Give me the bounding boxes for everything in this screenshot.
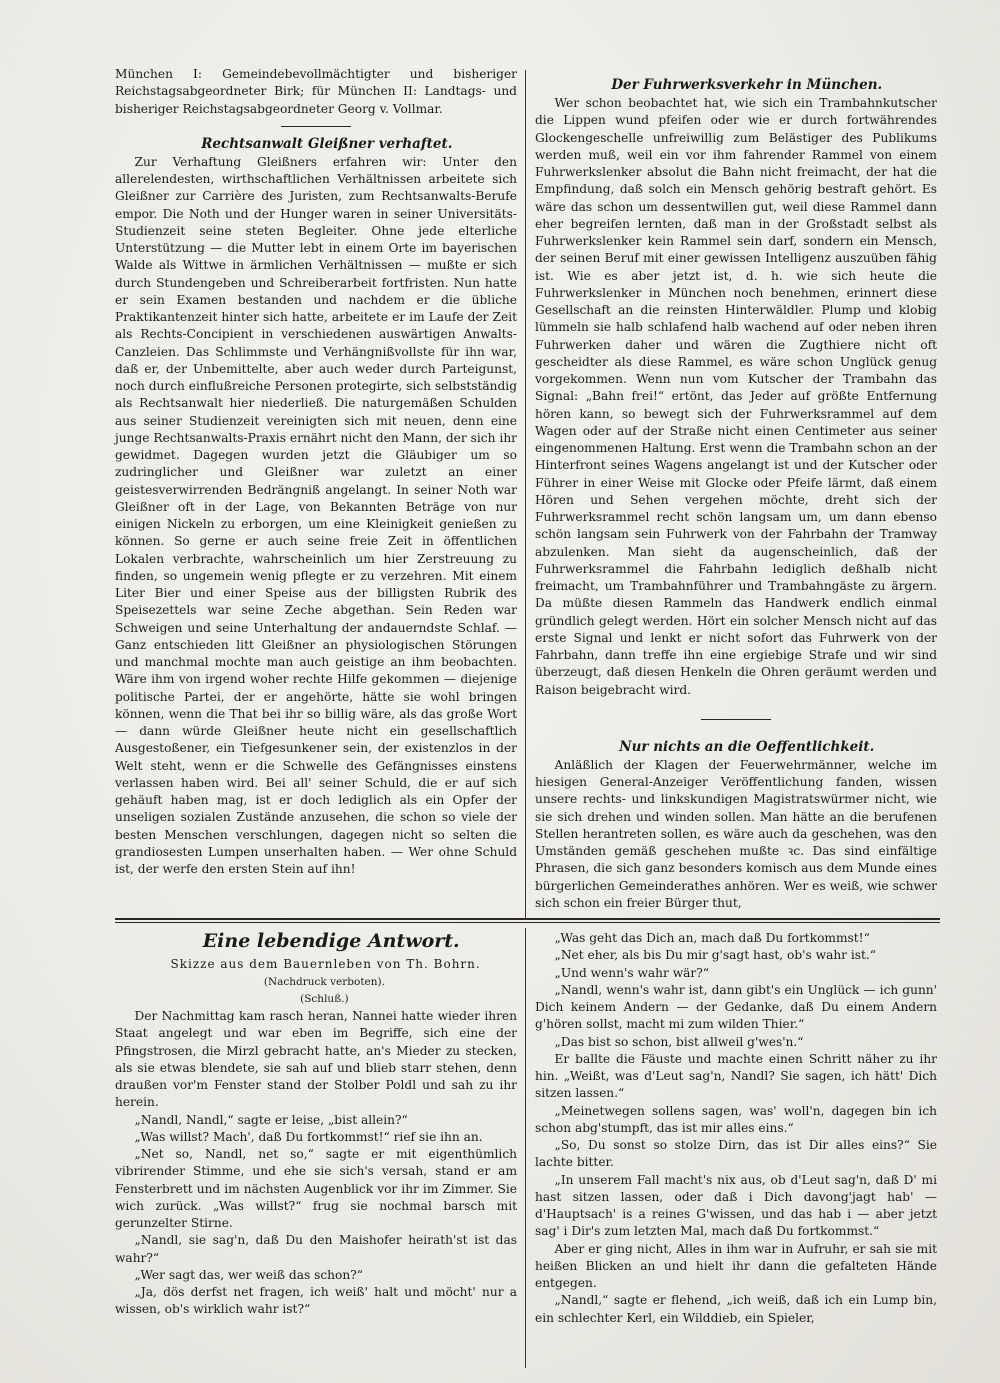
- separator-rule: [281, 126, 351, 127]
- column-divider: [525, 70, 526, 920]
- election-intro: München I: Gemeindebevollmächtigter und bisheriger Reichstagsabgeordneter Birk; für München II: Landtags- und bisheriger Reichstagsabgeordneter Georg v. Vollmar.: [115, 67, 517, 116]
- paragraph: Aber er ging nicht, Alles in ihm war in Aufruhr, er sah sie mit heißen Blicken an und hielt ihr dann die gefalteten Hände entgegen.: [535, 1241, 937, 1290]
- paragraph: „Nandl,“ sagte er flehend, „ich weiß, daß ich ein Lump bin, ein schlechter Kerl, ein Wilddieb, ein Spieler,: [535, 1293, 937, 1325]
- feuilleton-rule: [115, 918, 940, 920]
- article-body-fuhrwerk: Wer schon beobachtet hat, wie sich ein Trambahnkutscher die Lippen wund pfeifen oder wie er durch fortwährendes Glockengeschelle unfreiwillig zum Belästiger des Publikums werden muß, weil ein vor ihm fahrender Rammel von einem Fuhrwerkslenker absolut die Bahn nicht freimacht, der hat die Empfindung, daß solch ein Mensch gehörig bestraft gehört. Es wäre das schon um dessentwillen gut, weil diese Rammel dann eher begreifen lernten, daß man in der Großstadt selbst als Fuhrwerkslenker kein Rammel sein darf, sondern ein Mensch, der seinen Beruf mit einer gewissen Intelligenz auszuüben fähig ist. Wie es aber jetzt ist, d. h. wie sich heute die Fuhrwerkslenker in München noch benehmen, erinnert diese Gesellschaft an die reinsten Hinterwäldler. Plump und klobig lümmeln sie halb schlafend halb wachend auf oder neben ihren Fuhrwerken daher und wären die Zugthiere nicht oft gescheidter als diese Rammel, es wäre schon Unglück genug vorgekommen. Wenn nun vom Kutscher der Trambahn das Signal: „Bahn frei!“ ertönt, das Jeder auf größte Entfernung hören kann, so bewegt sich der Fuhrwerksrammel auf dem Wagen oder auf der Straße nicht einen Centimeter aus seiner eingenommenen Haltung. Erst wenn die Trambahn schon an der Hinterfront seines Wagens angelangt ist und der Kutscher oder Führer in einer Weise mit Glocke oder Pfeife lärmt, daß einem Hören und Sehen vergehen möchte, dreht sich der Fuhrwerksrammel recht schön langsam um, um dann ebenso schön langsam sein Fuhrwerk von der Fahrbahn der Tramway abzulenken. Man sieht da augenscheinlich, daß der Fuhrwerksrammel die Fahrbahn lediglich deßhalb nicht freimacht, um Trambahnführer und Trambahngäste zu ärgern. Da müßte diesen Rammeln das Handwerk endlich einmal gründlich gelegt werden. Hört ein solcher Mensch nicht auf das erste Signal und lenkt er nicht sofort das Fuhrwerk von der Fahrbahn, dann treffe ihn eine ergiebige Strafe und wir sind überzeugt, daß diesen Henkeln die Ohren geräumt werden und Raison beigebracht wird.: [535, 96, 937, 697]
- separator-rule: [701, 719, 771, 720]
- paragraph: Er ballte die Fäuste und machte einen Schritt näher zu ihr hin. „Weißt, was d'Leut sag'n, Nandl? Sie sagen, ich hätt' Dich sitzen lassen.“: [535, 1051, 937, 1101]
- feuilleton-part: (Schluß.): [300, 993, 349, 1005]
- paragraph: „Und wenn's wahr wär?“: [554, 965, 709, 980]
- article-title-fuhrwerk: Der Fuhrwerksverkehr in München.: [611, 77, 883, 93]
- left-column: [115, 66, 517, 878]
- paragraph: „Was geht das Dich an, mach daß Du fortkommst!“: [554, 931, 870, 945]
- article-title-gleissner: Rechtsanwalt Gleißner verhaftet.: [201, 135, 453, 152]
- feuilleton-title: Eine lebendige Antwort.: [202, 930, 460, 952]
- feuilleton-left-text: [115, 1008, 517, 1319]
- paragraph: „Meinetwegen sollens sagen, was' woll'n, dagegen bin ich schon abg'stumpft, das ist mir alles eins.“: [535, 1103, 937, 1135]
- paragraph: „Wer sagt das, wer weiß das schon?“: [134, 1267, 363, 1282]
- paragraph: „So, Du sonst so stolze Dirn, das ist Dir alles eins?“ Sie lachte bitter.: [535, 1138, 937, 1170]
- paragraph: „Nandl, Nandl,“ sagte er leise, „bist allein?“: [134, 1112, 408, 1127]
- feuilleton-left-column: [115, 928, 517, 1319]
- paragraph: „Was willst? Mach', daß Du fortkommst!“ rief sie ihn an.: [134, 1129, 483, 1144]
- feuilleton-subtitle: Skizze aus dem Bauernleben von Th. Bohrn.: [170, 957, 481, 971]
- feuilleton-column-divider: [525, 928, 526, 1368]
- paragraph: Der Nachmittag kam rasch heran, Nannei hatte wieder ihren Staat angelegt und war eben im Begriffe, sich eine der Pfingstrosen, die Mirzl gebracht hatte, an's Mieder zu stecken, als sie etwas blendete, sie sah auf und blieb starr stehen, denn draußen vor'm Fenster stand der Stolber Poldl und sah zu ihr herein.: [115, 1009, 517, 1110]
- paragraph: „Net eher, als bis Du mir g'sagt hast, ob's wahr ist.“: [554, 948, 877, 963]
- right-column: [535, 76, 937, 912]
- article-title-oeffentlichkeit: Nur nichts an die Oeffentlichkeit.: [619, 738, 875, 755]
- paragraph: „Nandl, wenn's wahr ist, dann gibt's ein Unglück — ich gunn' Dich keinem Andern — der Gedanke, daß Du einem Andern g'hören sollst, macht mi zum wilden Thier.“: [535, 982, 937, 1032]
- paragraph: „Nandl, sie sag'n, daß Du den Maishofer heirath'st ist das wahr?“: [115, 1233, 517, 1265]
- paragraph: „Das bist so schon, bist allweil g'wes'n.“: [554, 1034, 804, 1049]
- paragraph: „Ja, dös derfst net fragen, ich weiß' halt und möcht' nur a wissen, ob's wirklich wahr ist?“: [115, 1285, 517, 1317]
- feuilleton-note: (Nachdruck verboten).: [263, 976, 385, 988]
- feuilleton-right-column: [535, 930, 937, 1327]
- article-body-oeffentlichkeit: Anläßlich der Klagen der Feuerwehrmänner, welche im hiesigen General-Anzeiger Veröffentlichung fanden, wissen unsere rechts- und linkskundigen Magistratswürmer nicht, wie sie sich drehen und winden sollen. Man hätte an die berufenen Stellen herantreten sollen, es wäre auch da geschehen, was den Umständen gemäß geschehen mußte ꝛc. Das sind einfältige Phrasen, die sich ganz besonders komisch aus dem Munde eines bürgerlichen Gemeinderathes anhören. Wer es weiß, wie schwer sich schon ein freier Bürger thut,: [535, 757, 937, 910]
- article-body-gleissner: Zur Verhaftung Gleißners erfahren wir: Unter den allerelendesten, wirthschaftlichen Verhältnissen arbeitete sich Gleißner zur Carrière des Juristen, zum Rechtsanwalts-Berufe empor. Die Noth und der Hunger waren in seiner Universitäts-Studienzeit seine steten Begleiter. Ohne jede elterliche Unterstützung — die Mutter lebt in einem Orte im bayerischen Walde als Wittwe in ärmlichen Verhältnissen — mußte er sich durch Stundengeben und Schreiberarbeit fortfristen. Nun hatte er sein Examen bestanden und nachdem er die übliche Praktikantenzeit hinter sich hatte, arbeitete er im Laufe der Zeit als Rechts-Concipient in verschiedenen auswärtigen Anwalts-Canzleien. Das Schlimmste und Verhängnißvollste für ihn war, daß er, der Unbemittelte, aber auch weder durch Parteigunst, noch durch einflußreiche Personen protegirte, sich selbstständig als Rechtsanwalt hier niederließ. Die naturgemäßen Schulden aus seiner Studienzeit vereinigten sich mit neuen, denn eine junge Rechtsanwalts-Praxis ernährt nicht den Mann, der sich ihr gewidmet. Dagegen wurden jetzt die Gläubiger um so zudringlicher und Gleißner war zuletzt an einer geistesverwirrenden Bedrängniß angelangt. In seiner Noth war Gleißner oft in der Lage, von Bekannten Beträge von nur einigen Nickeln zu erborgen, um eine Kleinigkeit genießen zu können. So gerne er auch seine freie Zeit in öffentlichen Lokalen verbrachte, wahrscheinlich um hier Zerstreuung zu finden, so ungemein wenig pflegte er zu verzehren. Mit einem Liter Bier und einer Speise aus der billigsten Rubrik des Speisezettels war seine Zeche abgethan. Sein Reden war Schweigen und seine Unterhaltung der andauerndste Schlaf. — Ganz entschieden litt Gleißner an physiologischen Störungen und manchmal mochte man auch geistige an ihm beobachten. Wäre ihm von irgend woher rechte Hilfe gekommen — diejenige politische Partei, der er angehörte, hätte sie wohl bringen können, wenn die That bei ihr so billig wäre, als das große Wort — dann würde Gleißner heute nicht ein gesellschaftlich Ausgestoßener, ein Tiefgesunkener sein, der existenzlos in der Welt steht, wenn er die Schwelle des Gefängnisses einstens verlassen haben wird. Bei all' seiner Schuld, die er auf sich gehäuft haben mag, ist er doch lediglich als ein Opfer der unseligen sozialen Zustände anzusehen, die schon so viele der besten Menschen verschlungen, dagegen nicht so selten die grandiosesten Lumpen unserhalten haben. — Wer ohne Schuld ist, der werfe den ersten Stein auf ihn!: [115, 154, 517, 876]
- feuilleton-rule-thin: [115, 922, 940, 923]
- paragraph: „In unserem Fall macht's nix aus, ob d'Leut sag'n, daß D' mi hast sitzen lassen, oder daß i Dich davong'jagt hab' — d'Hauptsach' is a reines G'wissen, und das hab i — aber jetzt sag' i Dir's zum letzten Mal, mach daß Du fortkommst.“: [535, 1172, 937, 1239]
- paragraph: „Net so, Nandl, net so,“ sagte er mit eigenthümlich vibrirender Stimme, und ehe sie sich's versah, stand er am Fensterbrett und im nächsten Augenblick vor ihr im Zimmer. Sie wich zurück. „Was willst?“ frug sie nochmal barsch mit gerunzelter Stirne.: [115, 1147, 517, 1230]
